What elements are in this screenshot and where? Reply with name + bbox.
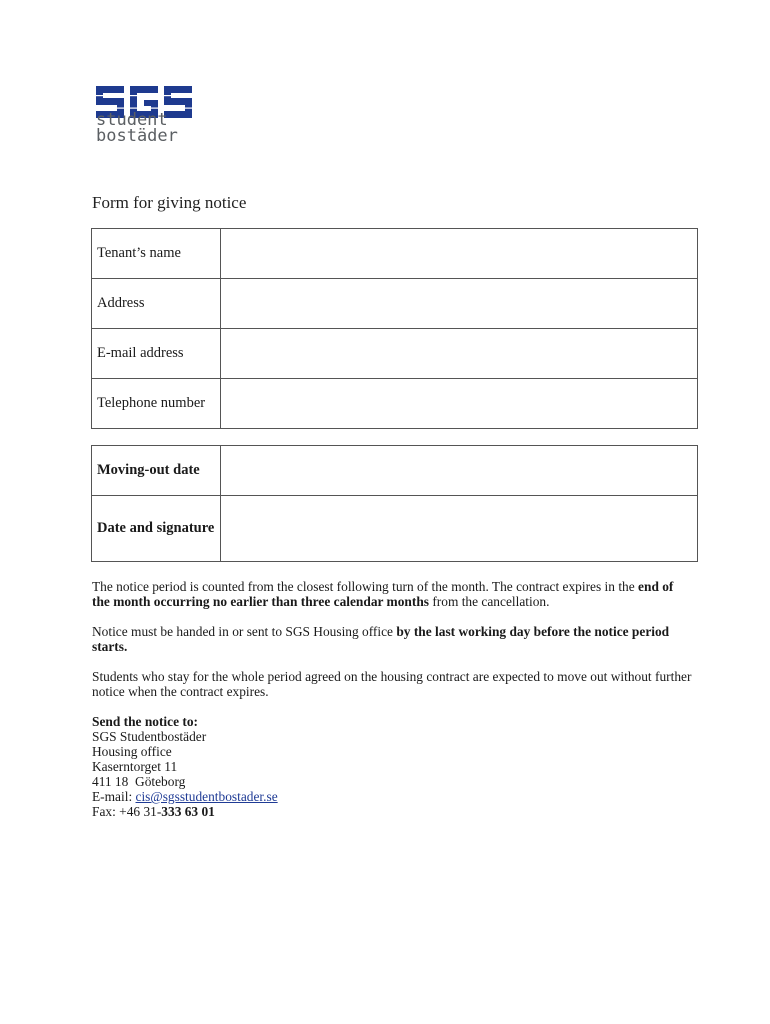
telephone-field[interactable] (221, 379, 698, 429)
address-field[interactable] (221, 279, 698, 329)
email-prefix: E-mail: (92, 789, 136, 804)
p2-text-a: Notice must be handed in or sent to SGS Housing office (92, 624, 397, 639)
moving-out-table (91, 445, 698, 562)
telephone-label: Telephone number (92, 379, 221, 429)
date-signature-field[interactable] (221, 496, 698, 562)
address-line: Housing office (92, 744, 172, 759)
table-row (92, 379, 698, 429)
fax-line (92, 804, 278, 819)
date-signature-label: Date and signature (92, 496, 221, 562)
send-to-heading: Send the notice to: (92, 714, 199, 729)
moving-out-date-field[interactable] (221, 446, 698, 496)
fax-number: 333 63 01 (161, 804, 215, 819)
tenant-name-field[interactable] (221, 229, 698, 279)
p1-text-b: from the cancellation. (428, 594, 550, 609)
table-row (92, 279, 698, 329)
logo-line-1: student (96, 110, 168, 130)
fax-prefix: Fax: +46 31- (92, 804, 162, 819)
email-label: E-mail address (92, 329, 221, 379)
logo-text (96, 112, 206, 144)
address-line: 411 18 Göteborg (92, 774, 186, 789)
logo-line-2: bostäder (96, 126, 178, 146)
form-title: Form for giving notice (92, 193, 247, 212)
tenant-info-table (91, 228, 698, 429)
moving-out-date-label: Moving-out date (92, 446, 221, 496)
table-row (92, 446, 698, 496)
table-row (92, 229, 698, 279)
email-field[interactable] (221, 329, 698, 379)
address-line: SGS Studentbostäder (92, 729, 207, 744)
table-row (92, 329, 698, 379)
table-row (92, 496, 698, 562)
address-line: Kaserntorget 11 (92, 759, 178, 774)
email-link[interactable]: cis@sgsstudentbostader.se (135, 789, 278, 804)
p1-text-a: The notice period is counted from the closest following turn of the month. The contract expires in the (92, 579, 635, 594)
address-label: Address (92, 279, 221, 329)
p2-bold: by the last working day before the notice period starts. (92, 624, 670, 654)
tenant-name-label: Tenant’s name (92, 229, 221, 279)
email-line (92, 789, 278, 804)
notice-period-paragraph (92, 579, 692, 609)
send-to-block (92, 714, 278, 819)
students-paragraph: Students who stay for the whole period agreed on the housing contract are expected to move out without further notice when the contract expires. (92, 669, 692, 699)
deadline-paragraph (92, 624, 692, 654)
p1-bold: end of the month occurring no earlier than three calendar months (92, 579, 674, 609)
